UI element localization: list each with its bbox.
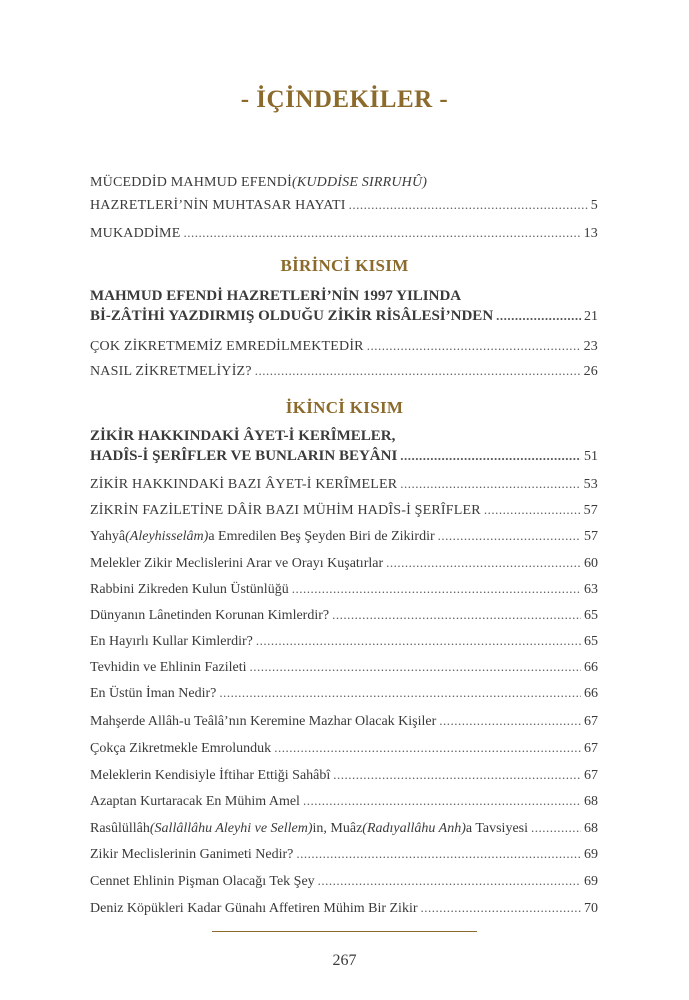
- toc-entry[interactable]: [90, 502, 598, 519]
- toc-page-number: 67: [584, 768, 598, 783]
- toc-entry-text: Azaptan Kurtaracak En Mühim Amel: [90, 794, 300, 809]
- toc-page-number: 67: [584, 741, 598, 756]
- toc-entry[interactable]: [90, 713, 598, 730]
- dot-leader: [332, 607, 581, 623]
- toc-page-number: 65: [584, 608, 598, 623]
- toc-entry-text: ZİKİR HAKKINDAKİ BAZI ÂYET-İ KERÎMELER: [90, 477, 398, 492]
- footer-divider: [212, 931, 477, 932]
- toc-entry[interactable]: [90, 633, 598, 650]
- toc-entry[interactable]: [90, 528, 598, 545]
- toc-entry-text: Çokça Zikretmekle Emrolunduk: [90, 741, 272, 756]
- toc-page-number: 66: [584, 686, 598, 701]
- dot-leader: [349, 197, 588, 213]
- toc-entry-text: Cennet Ehlinin Pişman Olacağı Tek Şey: [90, 874, 315, 889]
- toc-entry-italic: (Sallâllâhu Aleyhi ve Sellem): [149, 821, 313, 836]
- dot-leader: [183, 225, 580, 241]
- dot-leader: [303, 793, 581, 809]
- toc-entry[interactable]: [90, 607, 598, 624]
- dot-leader: [496, 308, 581, 324]
- toc-entry[interactable]: [90, 225, 598, 242]
- toc-entry[interactable]: [90, 900, 598, 917]
- toc-entry-text: MÜCEDDİD MAHMUD EFENDİ: [90, 175, 292, 190]
- toc-entry[interactable]: [90, 740, 598, 757]
- toc-entry-text: Bİ-ZÂTİHİ YAZDIRMIŞ OLDUĞU ZİKİR RİSÂLESİ’NDEN: [90, 308, 494, 324]
- toc-entry[interactable]: [90, 197, 598, 214]
- toc-entry-text: Deniz Köpükleri Kadar Günahı Affetiren Mühim Bir Zikir: [90, 901, 418, 916]
- toc-entry-text: Meleklerin Kendisiyle İftihar Ettiği Sahâbî: [90, 768, 331, 783]
- toc-entry-text: MAHMUD EFENDİ HAZRETLERİ’NİN 1997 YILINDA: [90, 288, 462, 304]
- toc-entry-text: in, Muâz: [312, 821, 363, 836]
- toc-page-number: 57: [584, 529, 598, 544]
- dot-leader: [531, 820, 581, 836]
- toc-entry[interactable]: [90, 820, 598, 837]
- toc-entry-italic: (KUDDİSE SIRRUHÛ): [291, 175, 428, 190]
- toc-entry-text: NASIL ZİKRETMELİYİZ?: [90, 364, 252, 379]
- dot-leader: [333, 767, 581, 783]
- dot-leader: [318, 873, 581, 889]
- toc-page-number: 13: [583, 226, 598, 241]
- toc-page-number: 53: [583, 477, 598, 492]
- toc-entry-text: Mahşerde Allâh-u Teâlâ’nın Keremine Mazhar Olacak Kişiler: [90, 714, 437, 729]
- toc-entry-text: MUKADDİME: [90, 226, 181, 241]
- toc-page-number: 65: [584, 634, 598, 649]
- toc-page-number: 21: [584, 309, 598, 324]
- toc-entry[interactable]: [90, 793, 598, 810]
- dot-leader: [296, 846, 581, 862]
- toc-entry[interactable]: [90, 581, 598, 598]
- dot-leader: [256, 633, 581, 649]
- toc-entry-text: Tevhidin ve Ehlinin Fazileti: [90, 660, 247, 675]
- toc-entry-text: Rasûlüllâh: [90, 821, 150, 836]
- toc-entry-text: HAZRETLERİ’NİN MUHTASAR HAYATI: [90, 198, 346, 213]
- section-heading: İKİNCİ KISIM: [285, 398, 404, 417]
- toc-entry[interactable]: [90, 659, 598, 676]
- toc-page-number: 67: [584, 714, 598, 729]
- toc-page-number: 69: [584, 847, 598, 862]
- toc-page-number: 66: [584, 660, 598, 675]
- toc-main-entry-line1: [90, 428, 598, 445]
- toc-page-number: 68: [584, 821, 598, 836]
- toc-entry-italic: (Aleyhisselâm): [125, 529, 209, 544]
- toc-page-number: 5: [590, 198, 598, 213]
- dot-leader: [219, 685, 581, 701]
- toc-entry-text: Yahyâ: [90, 529, 126, 544]
- toc-entry-text: a Tavsiyesi: [465, 821, 528, 836]
- page-number: 267: [332, 952, 357, 969]
- toc-entry-text: HADÎS-İ ŞERÎFLER VE BUNLARIN BEYÂNI: [90, 448, 398, 464]
- toc-entry-text: ZİKRİN FAZİLETİNE DÂİR BAZI MÜHİM HADÎS-İ ŞERÎFLER: [90, 503, 481, 518]
- toc-entry-text: a Emredilen Beş Şeyden Biri de Zikirdir: [208, 529, 435, 544]
- section-heading: BİRİNCİ KISIM: [280, 256, 409, 275]
- toc-entry-text: En Hayırlı Kullar Kimlerdir?: [90, 634, 253, 649]
- page-title: - İÇİNDEKİLER -: [240, 86, 449, 113]
- dot-leader: [250, 659, 582, 675]
- toc-entry[interactable]: [90, 846, 598, 863]
- toc-entry[interactable]: [90, 363, 598, 380]
- toc-page-number: 57: [583, 503, 598, 518]
- toc-page-number: 51: [584, 449, 598, 464]
- toc-page-number: 60: [584, 556, 598, 571]
- toc-entry-text: Rabbini Zikreden Kulun Üstünlüğü: [90, 582, 289, 597]
- dot-leader: [439, 713, 581, 729]
- toc-entry-italic: (Radıyallâhu Anh): [362, 821, 466, 836]
- toc-main-entry[interactable]: [90, 308, 598, 325]
- toc-entry-line1: [90, 175, 598, 191]
- toc-entry-text: Zikir Meclislerinin Ganimeti Nedir?: [90, 847, 294, 862]
- dot-leader: [484, 502, 581, 518]
- toc-entry[interactable]: [90, 338, 598, 355]
- toc-entry-text: ÇOK ZİKRETMEMİZ EMREDİLMEKTEDİR: [90, 339, 364, 354]
- toc-entry[interactable]: [90, 767, 598, 784]
- toc-entry-text: En Üstün İman Nedir?: [90, 686, 217, 701]
- toc-page-number: 63: [584, 582, 598, 597]
- dot-leader: [438, 528, 581, 544]
- toc-entry[interactable]: [90, 476, 598, 493]
- toc-entry-text: Melekler Zikir Meclislerini Arar ve Orayı Kuşatırlar: [90, 556, 384, 571]
- toc-main-entry-line1: [90, 288, 598, 305]
- toc-page-number: 23: [583, 339, 598, 354]
- toc-page-number: 26: [583, 364, 598, 379]
- dot-leader: [386, 555, 581, 571]
- toc-page-number: 70: [584, 901, 598, 916]
- dot-leader: [274, 740, 581, 756]
- toc-main-entry[interactable]: [90, 448, 598, 465]
- toc-entry-text: ZİKİR HAKKINDAKİ ÂYET-İ KERÎMELER,: [90, 428, 396, 444]
- dot-leader: [292, 581, 581, 597]
- toc-entry-text: Dünyanın Lânetinden Korunan Kimlerdir?: [90, 608, 330, 623]
- toc-entry[interactable]: [90, 555, 598, 572]
- dot-leader: [367, 338, 581, 354]
- dot-leader: [400, 448, 581, 464]
- dot-leader: [421, 900, 582, 916]
- dot-leader: [400, 476, 580, 492]
- toc-page-number: 68: [584, 794, 598, 809]
- toc-entry[interactable]: [90, 685, 598, 702]
- dot-leader: [255, 363, 581, 379]
- toc-entry[interactable]: [90, 873, 598, 890]
- toc-page-number: 69: [584, 874, 598, 889]
